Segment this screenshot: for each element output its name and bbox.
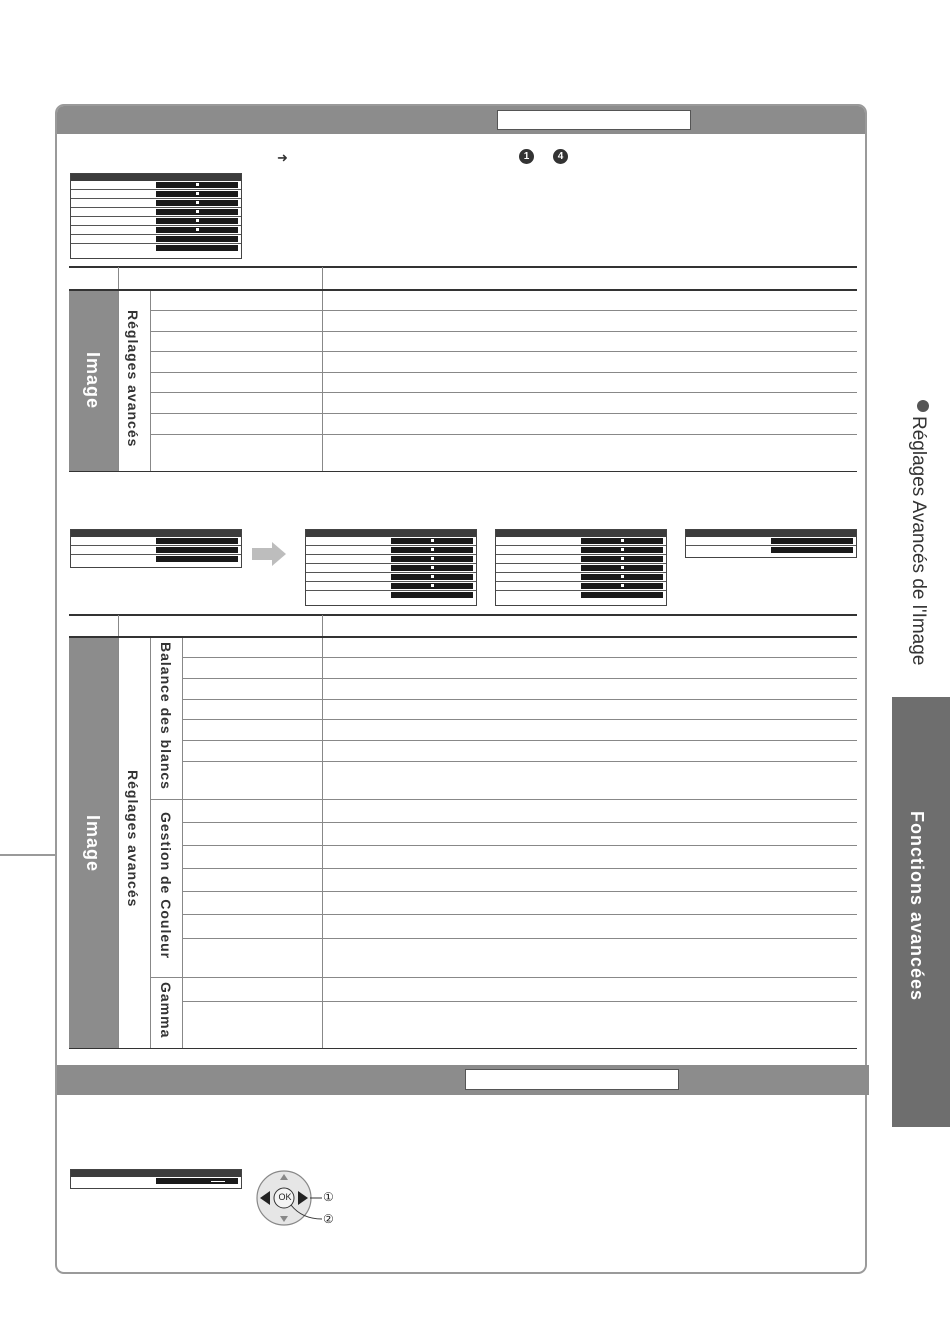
group-label: Réglages avancés (125, 770, 141, 908)
section-tab (892, 697, 950, 1127)
osd-menu-gamma (685, 529, 857, 558)
page-frame (55, 104, 867, 1274)
arrow-right-icon: ➜ (277, 150, 288, 165)
section-tab-label: Fonctions avancées (907, 811, 927, 1002)
section-header-field-lower (465, 1069, 679, 1090)
subgroup-label-gamma: Gamma (158, 982, 174, 1039)
bullet-icon (917, 400, 929, 412)
osd-menu-thumbnail (70, 173, 242, 259)
subgroup-label-white-balance: Balance des blancs (158, 642, 174, 790)
arrow-next-icon (252, 542, 288, 566)
callout-2: ② (323, 1212, 334, 1226)
margin-line (0, 854, 55, 856)
section-header-bar-lower (57, 1065, 869, 1095)
osd-menu-colour-management (495, 529, 667, 606)
chapter-label-block (904, 400, 944, 665)
section-header-bar (57, 106, 865, 134)
remote-dpad-icon (254, 1169, 349, 1229)
category-label: Image (83, 352, 103, 410)
step-circle-last: 4 (553, 149, 568, 164)
chapter-label: Réglages Avancés de l'Image (908, 416, 929, 666)
category-label: Image (83, 815, 103, 873)
callout-1: ① (323, 1190, 334, 1204)
osd-menu-white-balance (305, 529, 477, 606)
osd-menu-step-1 (70, 529, 242, 568)
ok-button-label: OK (278, 1192, 292, 1202)
group-label: Réglages avancés (125, 310, 141, 448)
step-circle-first: 1 (519, 149, 534, 164)
section-header-field (497, 110, 691, 130)
osd-menu-bottom (70, 1169, 242, 1189)
subgroup-label-colour-management: Gestion de Couleur (158, 812, 174, 960)
